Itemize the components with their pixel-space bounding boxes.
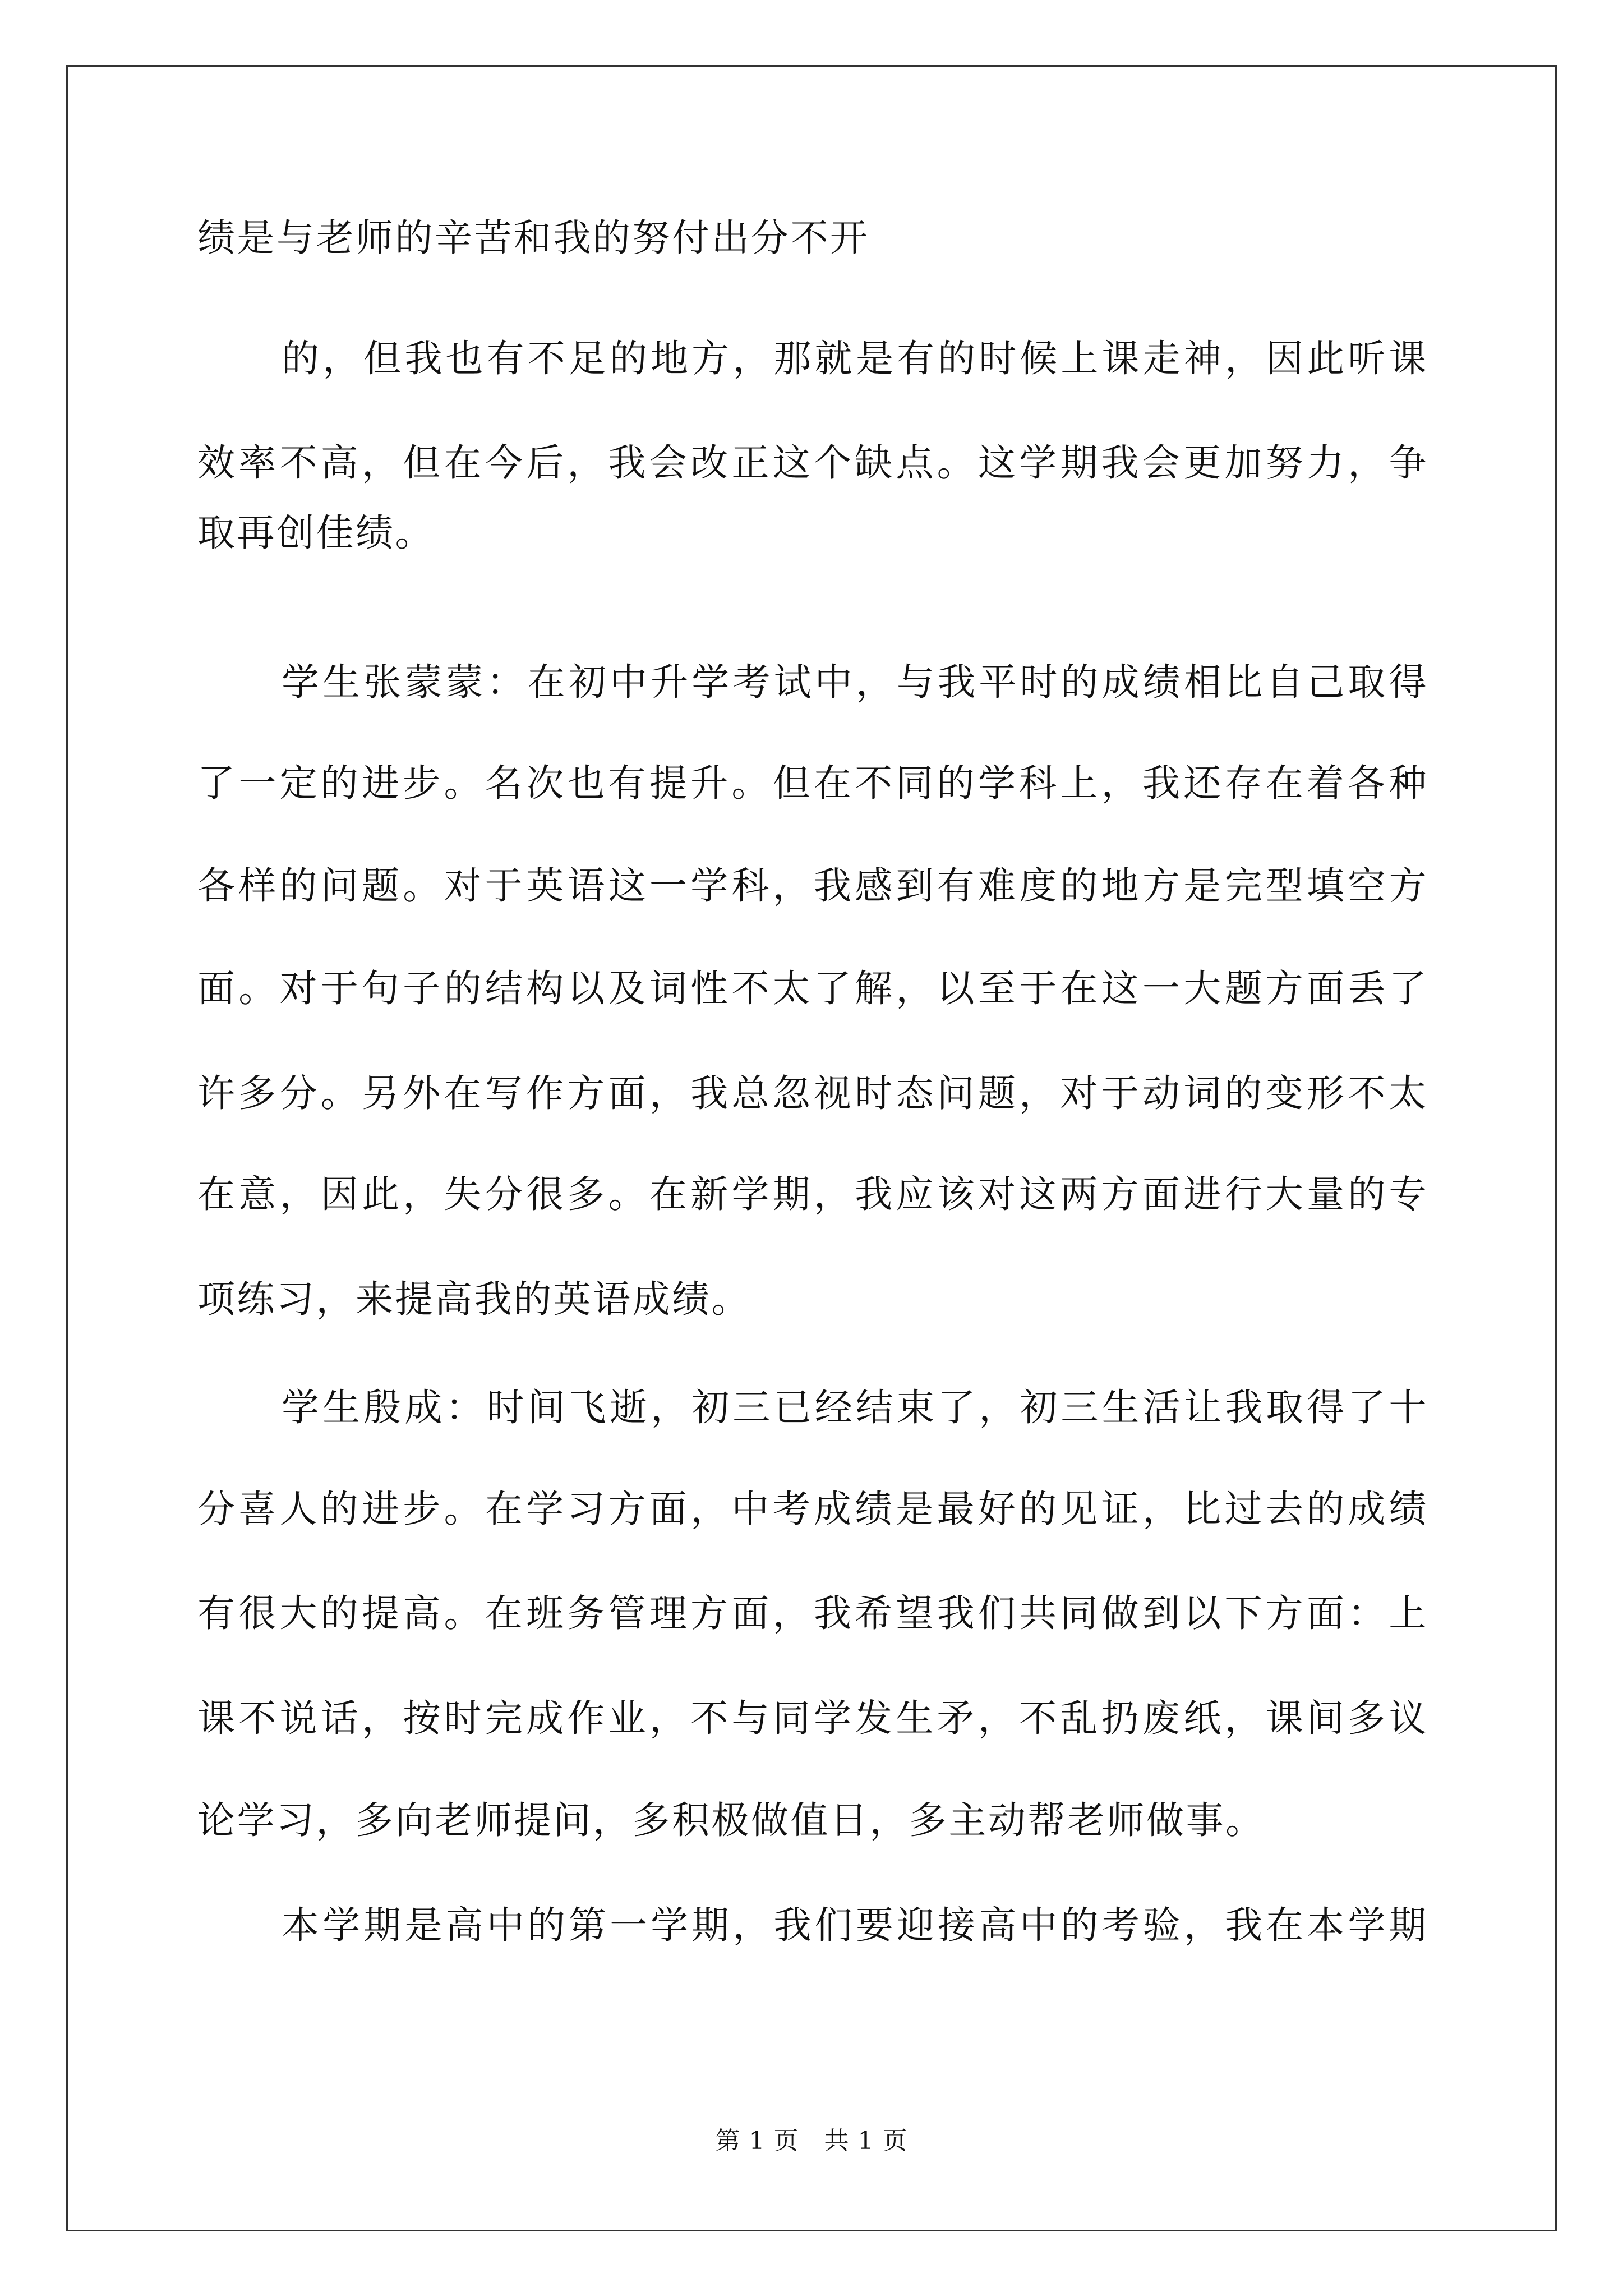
text-line-4: 取再创佳绩。 — [197, 511, 435, 555]
text-line-8: 面。对于句子的结构以及词性不太了解，以至于在这一大题方面丢了 — [197, 967, 1428, 1010]
text-line-2: 的，但我也有不足的地方，那就是有的时候上课走神，因此听课 — [282, 337, 1428, 380]
text-line-13: 分喜人的进步。在学习方面，中考成绩是最好的见证，比过去的成绩 — [197, 1487, 1428, 1531]
text-line-12: 学生殷成：时间飞逝，初三已经结束了，初三生活让我取得了十 — [282, 1386, 1428, 1429]
text-line-15: 课不说话，按时完成作业，不与同学发生矛，不乱扔废纸，课间多议 — [197, 1696, 1428, 1740]
text-line-3: 效率不高，但在今后，我会改正这个缺点。这学期我会更加努力，争 — [197, 441, 1428, 485]
text-line-14: 有很大的提高。在班务管理方面，我希望我们共同做到以下方面：上 — [197, 1591, 1428, 1635]
text-line-7: 各样的问题。对于英语这一学科，我感到有难度的地方是完型填空方 — [197, 864, 1428, 908]
text-line-6: 了一定的进步。名次也有提升。但在不同的学科上，我还存在着各种 — [197, 761, 1428, 805]
text-line-10: 在意，因此，失分很多。在新学期，我应该对这两方面进行大量的专 — [197, 1172, 1428, 1216]
text-line-17: 本学期是高中的第一学期，我们要迎接高中的考验，我在本学期 — [282, 1903, 1428, 1947]
text-line-9: 许多分。另外在写作方面，我总忽视时态问题，对于动词的变形不太 — [197, 1071, 1428, 1115]
page-number-footer: 第 1 页 共 1 页 — [715, 2127, 908, 2155]
text-line-5: 学生张蒙蒙：在初中升学考试中，与我平时的成绩相比自己取得 — [282, 660, 1428, 704]
text-line-16: 论学习，多向老师提问，多积极做值日，多主动帮老师做事。 — [197, 1798, 1265, 1842]
text-line-11: 项练习，来提高我的英语成绩。 — [197, 1277, 751, 1321]
text-line-1: 绩是与老师的辛苦和我的努付出分不开 — [197, 216, 870, 260]
